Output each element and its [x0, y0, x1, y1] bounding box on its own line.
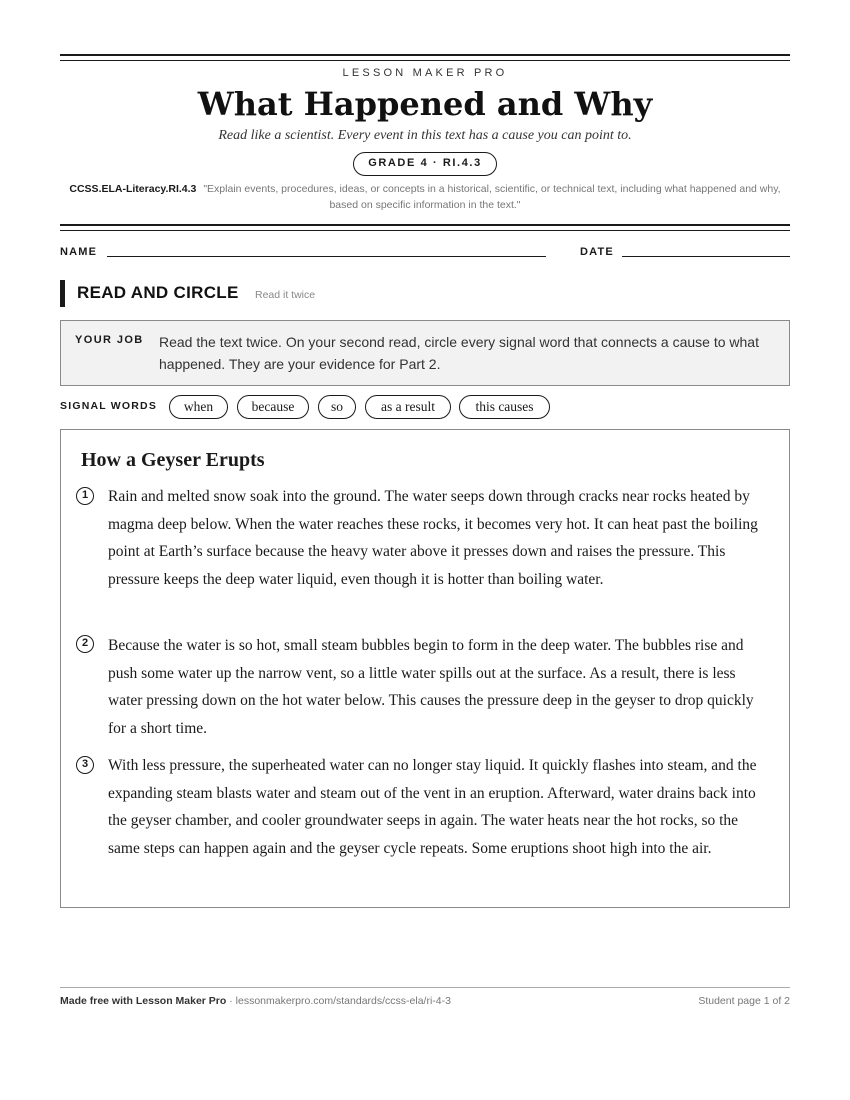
reading-passage	[60, 429, 790, 908]
signal-word-chip: this causes	[459, 395, 550, 419]
instructions-text: Read the text twice. On your second read, circle every signal word that connects a cause to what happened. They are your evidence for Part 2.	[159, 334, 759, 372]
instructions-label: YOUR JOB	[75, 334, 144, 346]
signal-word-chip: because	[237, 395, 309, 419]
top-double-rule	[60, 54, 790, 61]
page-indicator: Student page 1 of 2	[698, 995, 790, 1007]
name-label: NAME	[60, 246, 98, 258]
date-label: DATE	[580, 246, 614, 258]
header-bottom-rule	[60, 224, 790, 231]
footer-rule	[60, 987, 790, 988]
date-field[interactable]	[622, 256, 790, 257]
page-title: What Happened and Why	[197, 85, 653, 123]
section-marker	[60, 280, 65, 307]
page-subtitle: Read like a scientist. Every event in this text has a cause you can point to.	[218, 128, 632, 143]
standard-code: CCSS.ELA-Literacy.RI.4.3	[69, 183, 197, 195]
footer-made-with: Made free with Lesson Maker Pro	[60, 995, 227, 1007]
paragraph-number-badge: 2	[76, 635, 94, 653]
signal-words-label: SIGNAL WORDS	[60, 400, 158, 412]
paragraph-number-badge: 1	[76, 487, 94, 505]
passage-title: How a Geyser Erupts	[81, 449, 265, 471]
name-field[interactable]	[107, 256, 546, 257]
section-hint: Read it twice	[255, 289, 316, 301]
section-title: READ AND CIRCLE	[77, 283, 239, 302]
signal-word-chip: so	[318, 395, 356, 419]
footer-url[interactable]: · lessonmakerpro.com/standards/ccss-ela/ri-4-3	[229, 995, 451, 1007]
paragraph-number-badge: 3	[76, 756, 94, 774]
passage-paragraph: Because the water is so hot, small steam bubbles begin to form in the deep water. The bubbles rise and push some water up the narrow vent, so a little water spills out at the surface. As a result, there is less water pressing down on the hot water below. This causes the pressure deep in the geyser to drop quickly for a short time.	[108, 637, 754, 737]
passage-paragraph: With less pressure, the superheated water can no longer stay liquid. It quickly flashes into steam, and the expanding steam blasts water and steam out of the vent in an eruption. Afterward, water drains back into the geyser chamber, and cooler groundwater seeps in again. The water heats near the hot rocks, so the same steps can happen again and the geyser cycle repeats. Some eruptions shoot high into the air.	[108, 757, 757, 857]
passage-paragraph: Rain and melted snow soak into the ground. The water seeps down through cracks near rocks heated by magma deep below. When the water reaches these rocks, it becomes very hot. It can heat past the boiling point at Earth’s surface because the heavy water above it presses down and raises the pressure. This pressure keeps the deep water liquid, even though it is hotter than boiling water.	[108, 488, 758, 588]
grade-badge: GRADE 4 · RI.4.3	[353, 152, 497, 176]
signal-word-chip: as a result	[365, 395, 451, 419]
signal-word-chip: when	[169, 395, 228, 419]
brand-name: LESSON MAKER PRO	[342, 67, 508, 79]
standard-description	[60, 181, 790, 213]
footer-credit	[60, 995, 451, 1007]
instructions-box	[60, 320, 790, 386]
standard-text: "Explain events, procedures, ideas, or concepts in a historical, scientific, or technical text, including what happened and why, based on specific information in the text."	[203, 183, 781, 211]
